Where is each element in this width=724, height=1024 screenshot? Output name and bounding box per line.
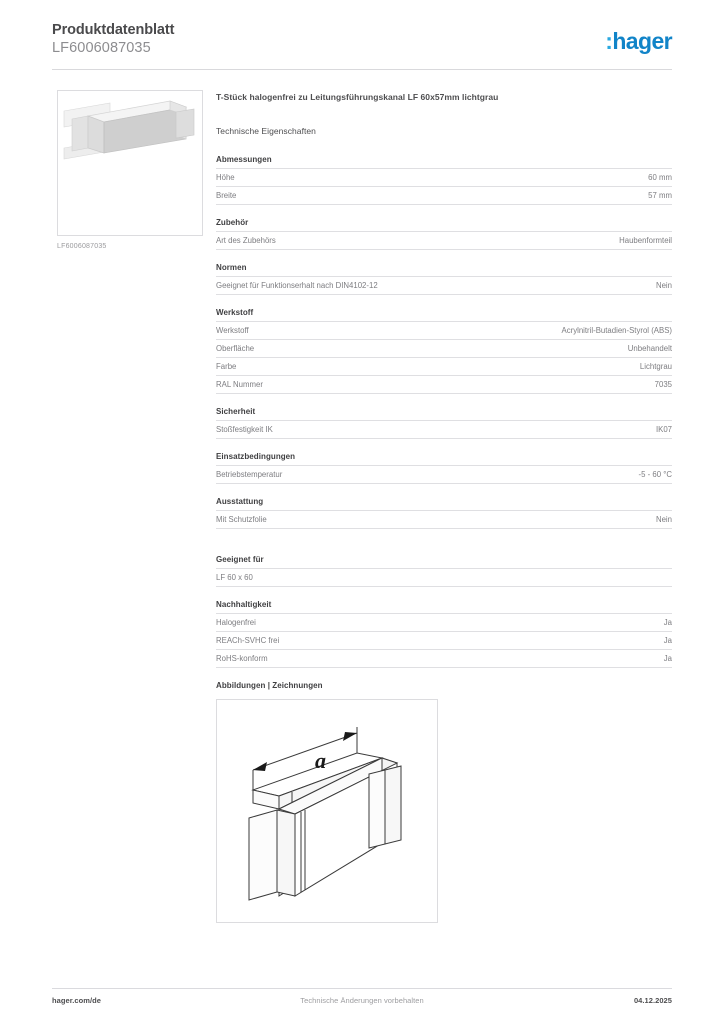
spec-value: Acrylnitril-Butadien-Styrol (ABS) (444, 322, 672, 340)
spec-label: Mit Schutzfolie (216, 511, 444, 529)
spec-label: LF 60 x 60 (216, 569, 444, 587)
page-subtitle-article-number: LF6006087035 (52, 40, 151, 56)
spec-group-title: Ausstattung (216, 497, 264, 506)
spec-value: Unbehandelt (444, 340, 672, 358)
spec-value: Nein (444, 511, 672, 529)
spec-table (216, 231, 672, 250)
logo-colon-icon: : (605, 28, 613, 54)
table-row (216, 187, 672, 205)
spec-value: 7035 (444, 376, 672, 394)
spec-table (216, 568, 672, 587)
spec-table (216, 321, 672, 394)
spec-label: REACh-SVHC frei (216, 632, 444, 650)
spec-group-title: Werkstoff (216, 308, 254, 317)
spec-table (216, 613, 672, 668)
logo-wordmark: hager (612, 28, 672, 54)
table-row (216, 466, 672, 484)
table-row (216, 376, 672, 394)
spec-table (216, 276, 672, 295)
spec-value: Ja (444, 632, 672, 650)
spec-group (216, 218, 672, 250)
main-content (216, 92, 672, 923)
table-row (216, 650, 672, 668)
spec-group (216, 155, 672, 205)
spec-group-title: Zubehör (216, 218, 249, 227)
spec-value: 57 mm (444, 187, 672, 205)
page-title: Produktdatenblatt (52, 22, 175, 38)
spec-group (216, 600, 672, 668)
page-footer (52, 996, 672, 1012)
spec-label: Art des Zubehörs (216, 232, 444, 250)
spec-label: Höhe (216, 169, 444, 187)
spec-value: 60 mm (444, 169, 672, 187)
technical-drawing-image (217, 700, 437, 922)
product-photo (57, 90, 203, 236)
spec-label: Werkstoff (216, 322, 444, 340)
spec-label: Stoßfestigkeit IK (216, 421, 444, 439)
footer-divider (52, 988, 672, 989)
spec-label: Oberfläche (216, 340, 444, 358)
product-name: T-Stück halogenfrei zu Leitungsführungskanal LF 60x57mm lichtgrau (216, 92, 499, 102)
spec-label: RoHS-konform (216, 650, 444, 668)
spec-value (444, 569, 672, 587)
spec-group-title: Normen (216, 263, 247, 272)
spec-group (216, 263, 672, 295)
table-row (216, 232, 672, 250)
footer-website-link[interactable]: hager.com/de (52, 996, 101, 1005)
spec-group-title: Sicherheit (216, 407, 256, 416)
spec-group (216, 555, 672, 587)
spec-value: Nein (444, 277, 672, 295)
spec-group (216, 407, 672, 439)
table-row (216, 632, 672, 650)
page-header (52, 22, 672, 70)
spec-label: RAL Nummer (216, 376, 444, 394)
spec-table (216, 168, 672, 205)
spec-group (216, 497, 672, 529)
technical-drawing (216, 699, 438, 923)
table-row (216, 569, 672, 587)
spec-label: Halogenfrei (216, 614, 444, 632)
spec-table (216, 465, 672, 484)
drawings-heading: Abbildungen | Zeichnungen (216, 681, 323, 690)
spec-group (216, 452, 672, 484)
product-photo-image (58, 91, 202, 235)
spec-group-title: Geeignet für (216, 555, 264, 564)
dimension-label-a: a (315, 748, 326, 773)
spec-value: -5 - 60 °C (444, 466, 672, 484)
footer-disclaimer: Technische Änderungen vorbehalten (300, 996, 424, 1005)
header-divider (52, 69, 672, 70)
spec-label: Farbe (216, 358, 444, 376)
table-row (216, 614, 672, 632)
product-photo-caption: LF6006087035 (57, 243, 107, 250)
spec-label: Betriebstemperatur (216, 466, 444, 484)
spec-table (216, 420, 672, 439)
spec-group-title: Abmessungen (216, 155, 272, 164)
table-row (216, 322, 672, 340)
spec-group (216, 308, 672, 394)
spec-value: IK07 (444, 421, 672, 439)
footer-date: 04.12.2025 (633, 996, 672, 1005)
spec-label: Breite (216, 187, 444, 205)
table-row (216, 358, 672, 376)
technical-properties-heading: Technische Eigenschaften (216, 126, 316, 136)
table-row (216, 340, 672, 358)
specification-list (216, 155, 672, 668)
spec-table (216, 510, 672, 529)
spec-label: Geeignet für Funktionserhalt nach DIN4102-12 (216, 277, 444, 295)
spec-group-title: Nachhaltigkeit (216, 600, 272, 609)
spec-value: Ja (444, 614, 672, 632)
spec-value: Lichtgrau (444, 358, 672, 376)
table-row (216, 169, 672, 187)
table-row (216, 421, 672, 439)
hager-logo (605, 28, 672, 54)
spec-group-title: Einsatzbedingungen (216, 452, 296, 461)
spec-value: Ja (444, 650, 672, 668)
table-row (216, 277, 672, 295)
table-row (216, 511, 672, 529)
spec-value: Haubenformteil (444, 232, 672, 250)
